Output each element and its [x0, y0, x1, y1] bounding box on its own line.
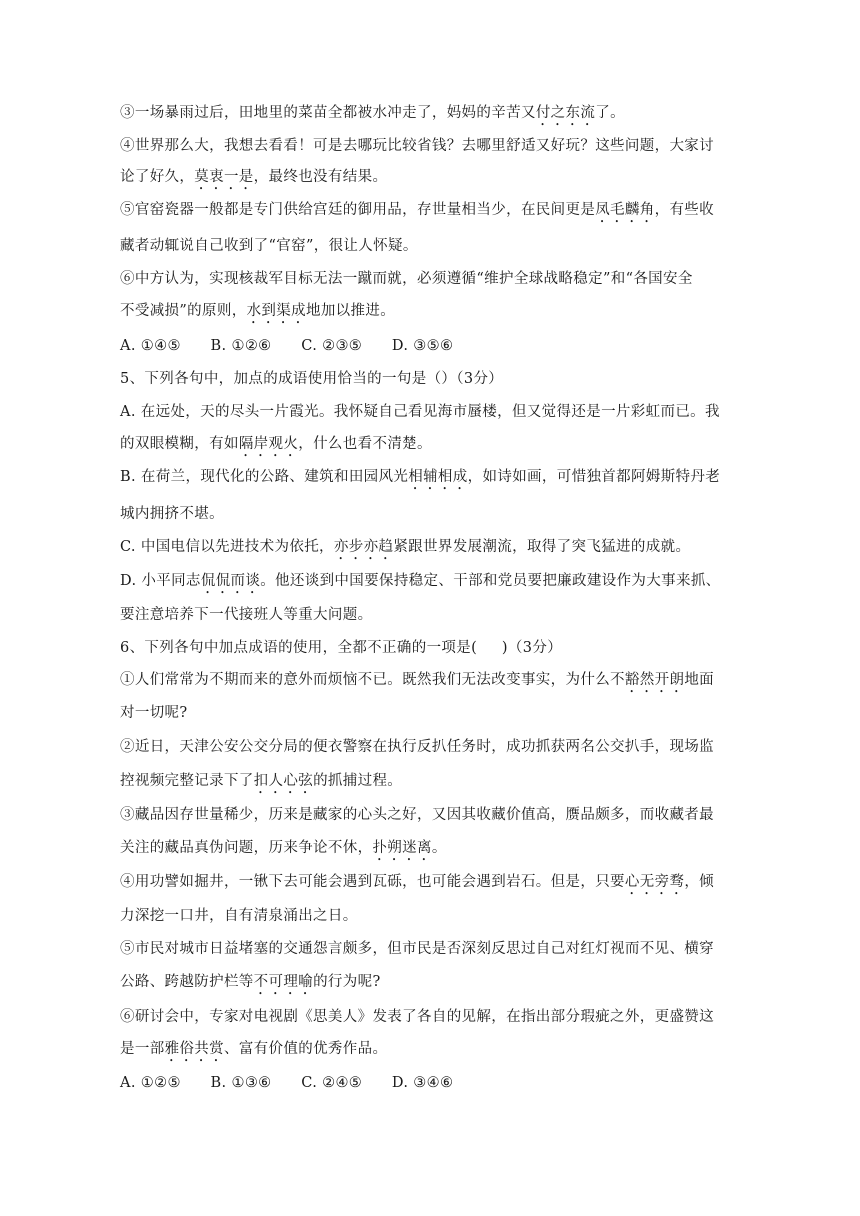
emphasized-idiom: 侃侃而谈 [200, 573, 261, 589]
text-segment: 紧跟世界发展潮流，取得了突飞猛进的成就。 [393, 539, 691, 555]
text-segment: 公路、跨越防护栏等 [120, 974, 254, 990]
text-segment: D. 小平同志 [120, 573, 201, 589]
text-segment: ③藏品因存世量稀少，历来是藏家的心头之好，又因其收藏价值高，赝品颇多，而收藏者最 [120, 807, 714, 823]
emphasized-idiom: 亦步亦趋 [333, 539, 394, 555]
text-segment: 城内拥挤不堪。 [120, 506, 224, 522]
emphasized-idiom: 扑朔迷离 [372, 840, 432, 856]
text-segment: 论了好久， [120, 169, 195, 185]
text-line [120, 736, 714, 758]
text-line [120, 905, 358, 927]
text-line [120, 804, 714, 826]
text-line [120, 433, 432, 460]
text-segment: 藏者动辄说自己收到了“官窑”，很让人怀疑。 [120, 238, 418, 254]
emphasized-idiom: 豁然开朗 [624, 672, 685, 688]
text-line [120, 971, 381, 998]
text-line [120, 536, 690, 563]
text-segment: ，什么也看不清楚。 [298, 436, 432, 452]
text-line [120, 871, 714, 898]
emphasized-idiom: 雅俗共赏 [164, 1041, 224, 1057]
text-segment: 了。 [595, 105, 625, 121]
text-line [120, 604, 372, 626]
text-line [120, 702, 188, 724]
emphasized-idiom: 付之东流 [535, 105, 596, 121]
text-segment: ，最终也没有结果。 [253, 169, 388, 185]
emphasized-idiom: 心无旁骛 [624, 874, 685, 890]
text-segment: ⑤市民对城市日益堵塞的交通怨言颇多，但市民是否深刻反思过自己对红灯视而不见、横穿 [120, 941, 714, 957]
text-line [120, 235, 418, 257]
text-segment: 5、下列各句中，加点的成语使用恰当的一句是（）（3分） [120, 371, 504, 387]
emphasized-idiom: 扣人心弦 [253, 773, 314, 789]
text-line [120, 938, 714, 960]
text-line [120, 368, 503, 390]
emphasized-idiom: 凤毛麟角 [595, 202, 655, 218]
emphasized-idiom: 水到渠成 [246, 303, 306, 319]
text-segment: A. ①④⑤ B. ①②⑥ C. ②③⑤ D. ③⑤⑥ [120, 338, 454, 354]
text-segment: ，有些收 [654, 202, 715, 218]
text-line [120, 570, 721, 597]
text-line [120, 1038, 387, 1065]
text-segment: ①人们常常为不期而来的意外而烦恼不已。既然我们无法改变事实，为什么不 [120, 672, 625, 688]
text-segment: C. 中国电信以先进技术为依托， [120, 539, 334, 555]
text-line [120, 1006, 714, 1028]
text-line [120, 166, 387, 193]
text-segment: ⑤官窑瓷器一般都是专门供给宫廷的御用品，存世量相当少，在民间更是 [120, 202, 596, 218]
text-line [120, 1072, 453, 1094]
emphasized-idiom: 相辅相成 [408, 469, 468, 485]
text-segment: 对一切呢? [120, 705, 188, 721]
text-line [120, 669, 714, 696]
text-segment: 控视频完整记录下了 [120, 773, 254, 789]
text-segment: ③一场暴雨过后，田地里的菜苗全都被水冲走了，妈妈的辛苦又 [120, 105, 536, 121]
text-segment: 要注意培养下一代接班人等重大问题。 [120, 607, 373, 623]
text-segment: 关注的藏品真伪问题，历来争论不休， [120, 840, 373, 856]
text-line [120, 770, 402, 797]
text-segment: ，倾 [684, 874, 715, 890]
text-line [120, 335, 453, 357]
text-segment: 、富有价值的优秀作品。 [223, 1041, 388, 1057]
emphasized-idiom: 隔岸观火 [238, 436, 299, 452]
text-line [120, 466, 720, 493]
text-segment: 。他还谈到中国要保持稳定、干部和党员要把廉政建设作为大事来抓、 [260, 573, 721, 589]
text-segment: 的行为呢? [313, 974, 381, 990]
text-segment: 的双眼模糊，有如 [120, 436, 239, 452]
text-segment: A. ①②⑤ B. ①③⑥ C. ②④⑤ D. ③④⑥ [120, 1075, 454, 1091]
text-line [120, 268, 693, 290]
text-line [120, 503, 224, 525]
text-segment: ，如诗如画，可惜独首都阿姆斯特丹老 [467, 469, 721, 485]
emphasized-idiom: 莫衷一是 [194, 169, 254, 185]
text-line [120, 401, 720, 423]
text-segment: 6、下列各句中加点成语的使用，全都不正确的一项是( )（3分） [120, 640, 563, 656]
text-segment: 不受减损”的原则， [120, 303, 247, 319]
text-segment: 。 [431, 840, 447, 856]
emphasized-idiom: 不可理喻 [253, 974, 314, 990]
text-segment: 地加以推进。 [305, 303, 396, 319]
text-segment: 是一部 [120, 1041, 165, 1057]
text-line [120, 300, 395, 327]
text-segment: ⑥研讨会中，专家对电视剧《思美人》发表了各自的见解，在指出部分瑕疵之外，更盛赞这 [120, 1009, 714, 1025]
text-segment: ④用功譬如掘井，一锹下去可能会遇到瓦砾，也可能会遇到岩石。但是，只要 [120, 874, 625, 890]
text-line [120, 837, 447, 864]
text-segment: 力深挖一口井，自有清泉涌出之日。 [120, 908, 358, 924]
text-segment: B. 在荷兰，现代化的公路、建筑和田园风光 [120, 469, 409, 485]
text-line [120, 135, 714, 157]
text-segment: ⑥中方认为，实现核裁军目标无法一蹴而就，必须遵循“维护全球战略稳定”和“各国安全 [120, 271, 693, 287]
text-segment: 地面 [684, 672, 715, 688]
text-segment: ④世界那么大，我想去看看！可是去哪玩比较省钱？去哪里舒适又好玩？这些问题，大家讨 [120, 138, 714, 154]
text-line [120, 102, 625, 129]
text-segment: A. 在远处，天的尽头一片霞光。我怀疑自己看见海市蜃楼，但又觉得还是一片彩虹而已。我 [120, 404, 720, 420]
text-segment: 的抓捕过程。 [313, 773, 403, 789]
text-segment: ②近日，天津公安公交分局的便衣警察在执行反扒任务时，成功抓获两名公交扒手，现场监 [120, 739, 714, 755]
text-line [120, 637, 562, 659]
text-line [120, 199, 714, 226]
